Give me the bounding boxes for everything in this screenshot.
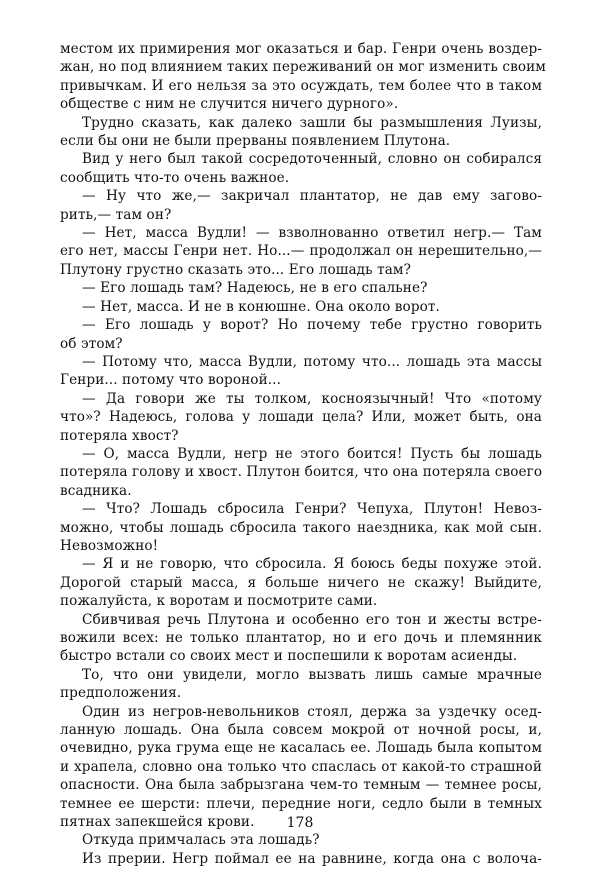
body-text <box>60 40 546 868</box>
text-line: Невозможно! <box>60 537 159 554</box>
text-line: опасности. Она была забрызгана чем-то темным — темнее росы, <box>60 777 542 794</box>
text-line: быстро встали со своих мест и поспешили к воротам асиенды. <box>60 648 518 665</box>
text-line: потеряла голову и хвост. Плутон боится, что она потеряла своего <box>60 464 543 481</box>
text-line: очевидно, рука грума еще не касалась ее. Лошадь была копытом <box>60 740 542 757</box>
text-line: — Да говори же ты толком, косноязычный! Что «потому <box>82 390 542 407</box>
text-line: То, что они увидели, могло вызвать лишь самые мрачные <box>82 666 542 683</box>
text-line: — Нет, масса. И не в конюшне. Она около ворот. <box>82 298 440 315</box>
text-line: что»? Надеюсь, голова у лошади цела? Или, может быть, она <box>60 409 542 426</box>
text-line: местом их примирения мог оказаться и бар. Генри очень воздер- <box>60 41 542 57</box>
text-line: Вид у него был такой сосредоточенный, словно он собирался <box>82 151 542 168</box>
text-line: Дорогой старый масса, я больше ничего не скажу! Выйдите, <box>60 574 542 591</box>
text-line: можно, чтобы лошадь сбросила такого наездника, как мой сын. <box>60 519 542 536</box>
text-line: пожалуйста, к воротам и посмотрите сами. <box>60 593 378 610</box>
text-line: сообщить что-то очень важное. <box>60 169 290 186</box>
text-line: Генри... потому что вороной... <box>60 372 281 389</box>
text-line: обществе с ним не случится ничего дурного». <box>60 96 399 113</box>
text-line: жан, но под влиянием таких переживаний он мог изменить своим <box>60 59 546 76</box>
text-line: Сбивчивая речь Плутона и особенно его тон и жесты встре- <box>82 611 542 628</box>
text-line: всадника. <box>60 482 132 499</box>
text-line: если бы они не были прерваны появлением Плутона. <box>60 133 451 150</box>
text-line: — Его лошадь там? Надеюсь, не в его спальне? <box>82 280 428 297</box>
text-line: привычкам. И его нельзя за это осуждать, тем более что в таком <box>60 77 542 94</box>
text-line: — Потому что, масса Вудли, потому что... лошадь эта массы <box>82 353 542 370</box>
text-line: — Я и не говорю, что сбросила. Я боюсь беды похуже этой. <box>82 556 542 573</box>
text-line: ланную лошадь. Она была совсем мокрой от ночной росы, и, <box>60 722 542 739</box>
text-line: и храпела, словно она только что спаслась от какой-то страшной <box>60 758 542 775</box>
text-line: пятнах запекшейся крови. <box>60 814 255 831</box>
text-line: — Что? Лошадь сбросила Генри? Чепуха, Плутон! Невоз- <box>82 501 542 518</box>
text-line: — О, масса Вудли, негр не этого боится! Пусть бы лошадь <box>82 445 542 462</box>
text-line: об этом? <box>60 335 123 352</box>
text-line: — Ну что же,— закричал плантатор, не дав ему загово- <box>82 188 542 205</box>
text-line: Откуда примчалась эта лошадь? <box>82 832 320 849</box>
text-line: — Нет, масса Вудли! — взволнованно ответил негр.— Там <box>82 225 542 242</box>
text-line: — Его лошадь у ворот? Но почему тебе грустно говорить <box>82 317 542 334</box>
text-line: темнее ее шерсти: плечи, передние ноги, седло были в темных <box>60 795 542 812</box>
text-line: Трудно сказать, как далеко зашли бы размышления Луизы, <box>82 114 542 131</box>
text-line: Плутону грустно сказать это... Его лошадь там? <box>60 261 411 278</box>
text-line: его нет, массы Генри нет. Но...— продолжал он нерешительно,— <box>60 243 542 260</box>
page-number: 178 <box>286 815 314 831</box>
text-line: Из прерии. Негр поймал ее на равнине, когда она с волоча- <box>82 850 542 867</box>
text-line: рить,— там он? <box>60 206 172 223</box>
text-line: Один из негров-невольников стоял, держа за уздечку осед- <box>82 703 542 720</box>
text-line: вожили всех: не только плантатор, но и его дочь и племянник <box>60 630 542 646</box>
text-line: потеряла хвост? <box>60 427 179 444</box>
text-line: предположения. <box>60 685 182 702</box>
